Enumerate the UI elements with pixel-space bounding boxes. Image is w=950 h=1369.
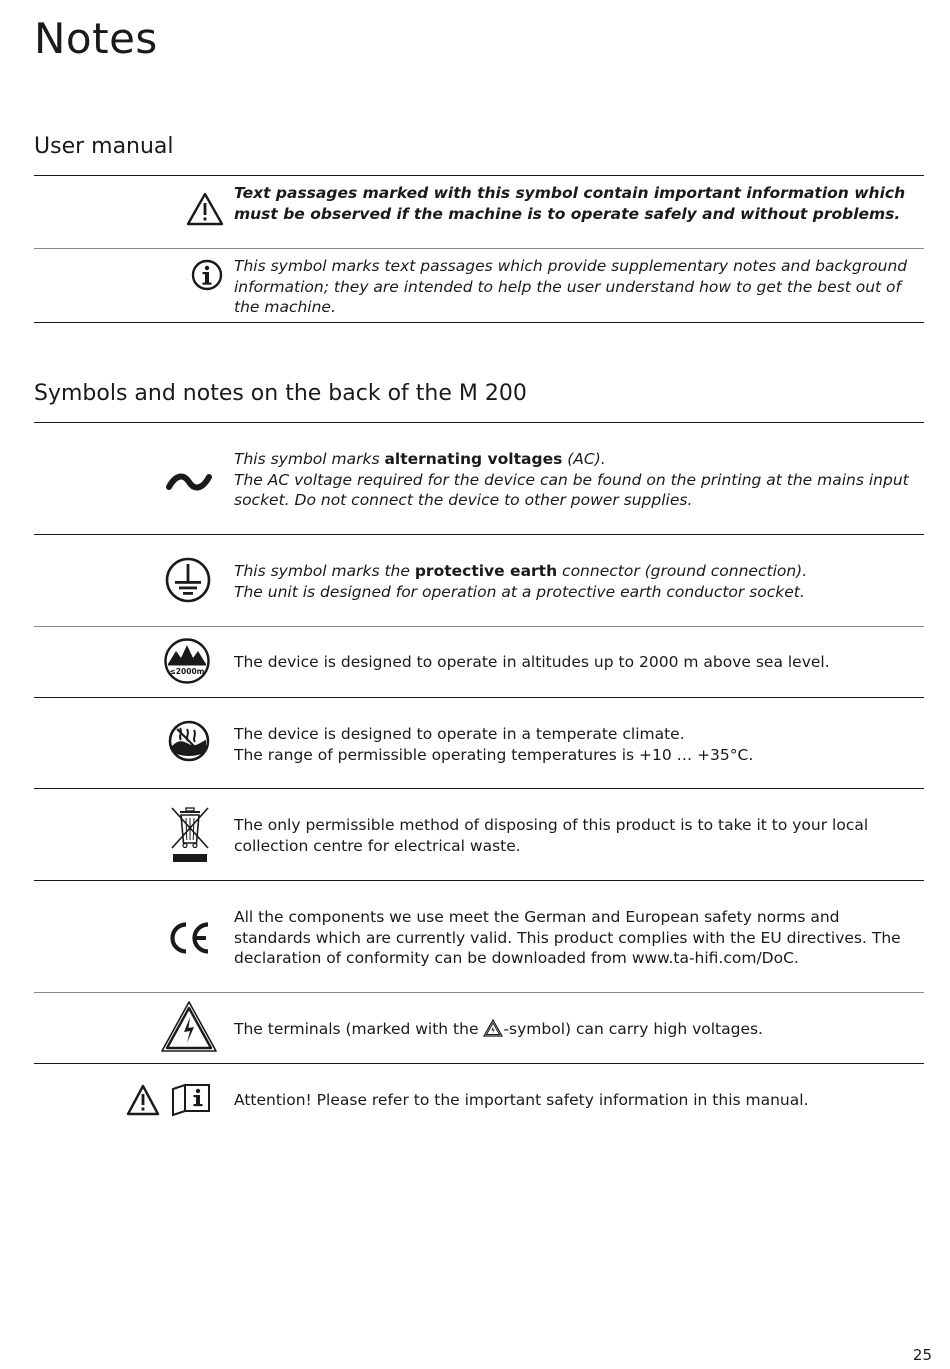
section-heading-symbols: Symbols and notes on the back of the M 200 xyxy=(34,381,527,406)
alternating-current-icon xyxy=(166,472,212,498)
warning-triangle-icon xyxy=(126,1084,160,1120)
attention-note-text: Attention! Please refer to the important safety information in this manual. xyxy=(234,1091,809,1109)
manual-info-icon xyxy=(171,1083,211,1121)
section-heading-user-manual: User manual xyxy=(34,134,174,159)
divider xyxy=(34,788,924,789)
protective-earth-icon xyxy=(164,556,212,608)
altitude-icon-label: ≤2000m xyxy=(169,667,205,676)
climate-text-line1: The device is designed to operate in a temperate climate. xyxy=(234,725,685,743)
climate-text-line2: The range of permissible operating temperatures is +10 … +35°C. xyxy=(234,745,754,764)
ce-note-text: All the components we use meet the German and European safety norms and standards which are currently valid. This product complies with the EU directives. The declaration of conformity can be downloaded from www.ta-hifi.com/DoC. xyxy=(234,908,901,967)
high-voltage-note-text xyxy=(234,1019,914,1040)
climate-note-text xyxy=(234,724,914,765)
divider xyxy=(34,175,924,176)
divider xyxy=(34,626,924,627)
ac-text-line2: The AC voltage required for the device can be found on the printing at the mains input socket. Do not connect the device to other power supplies. xyxy=(234,470,909,509)
earth-text-line2: The unit is designed for operation at a protective earth conductor socket. xyxy=(234,582,805,601)
ce-mark-icon xyxy=(168,921,212,959)
divider xyxy=(34,697,924,698)
divider xyxy=(34,534,924,535)
earth-text-bold: protective earth xyxy=(414,562,558,580)
temperate-climate-icon xyxy=(168,720,210,766)
earth-text-pre: This symbol marks the xyxy=(234,562,415,580)
earth-text-post: connector (ground connection). xyxy=(557,562,808,580)
divider xyxy=(34,992,924,993)
divider xyxy=(34,248,924,249)
ac-text-pre: This symbol marks xyxy=(234,450,385,468)
divider xyxy=(34,1063,924,1064)
page-title: Notes xyxy=(34,14,158,63)
ac-text-post: (AC). xyxy=(562,450,606,468)
high-voltage-text-post: -symbol) can carry high voltages. xyxy=(503,1020,763,1038)
info-note-text: This symbol marks text passages which provide supplementary notes and background information; they are intended to help the user understand how to get the best out of the machine. xyxy=(234,257,908,316)
inline-high-voltage-icon xyxy=(483,1019,503,1037)
info-circle-icon xyxy=(191,259,223,295)
high-voltage-text-pre: The terminals (marked with the xyxy=(234,1020,484,1038)
high-voltage-icon xyxy=(160,1000,218,1058)
ac-text-bold: alternating voltages xyxy=(384,450,563,468)
ac-note-text xyxy=(234,449,914,511)
page-number: 25 xyxy=(912,1346,932,1364)
earth-note-text xyxy=(234,561,914,602)
weee-note-text: The only permissible method of disposing of this product is to take it to your local collection centre for electrical waste. xyxy=(234,816,869,855)
divider xyxy=(34,422,924,423)
altitude-icon xyxy=(163,637,211,689)
crossed-bin-icon xyxy=(169,806,211,868)
divider xyxy=(34,322,924,323)
divider xyxy=(34,880,924,881)
altitude-note-text: The device is designed to operate in altitudes up to 2000 m above sea level. xyxy=(234,653,830,671)
warning-triangle-icon xyxy=(186,192,224,230)
warning-note-text: Text passages marked with this symbol contain important information which must be observed if the machine is to operate safely and without problems. xyxy=(234,184,906,223)
